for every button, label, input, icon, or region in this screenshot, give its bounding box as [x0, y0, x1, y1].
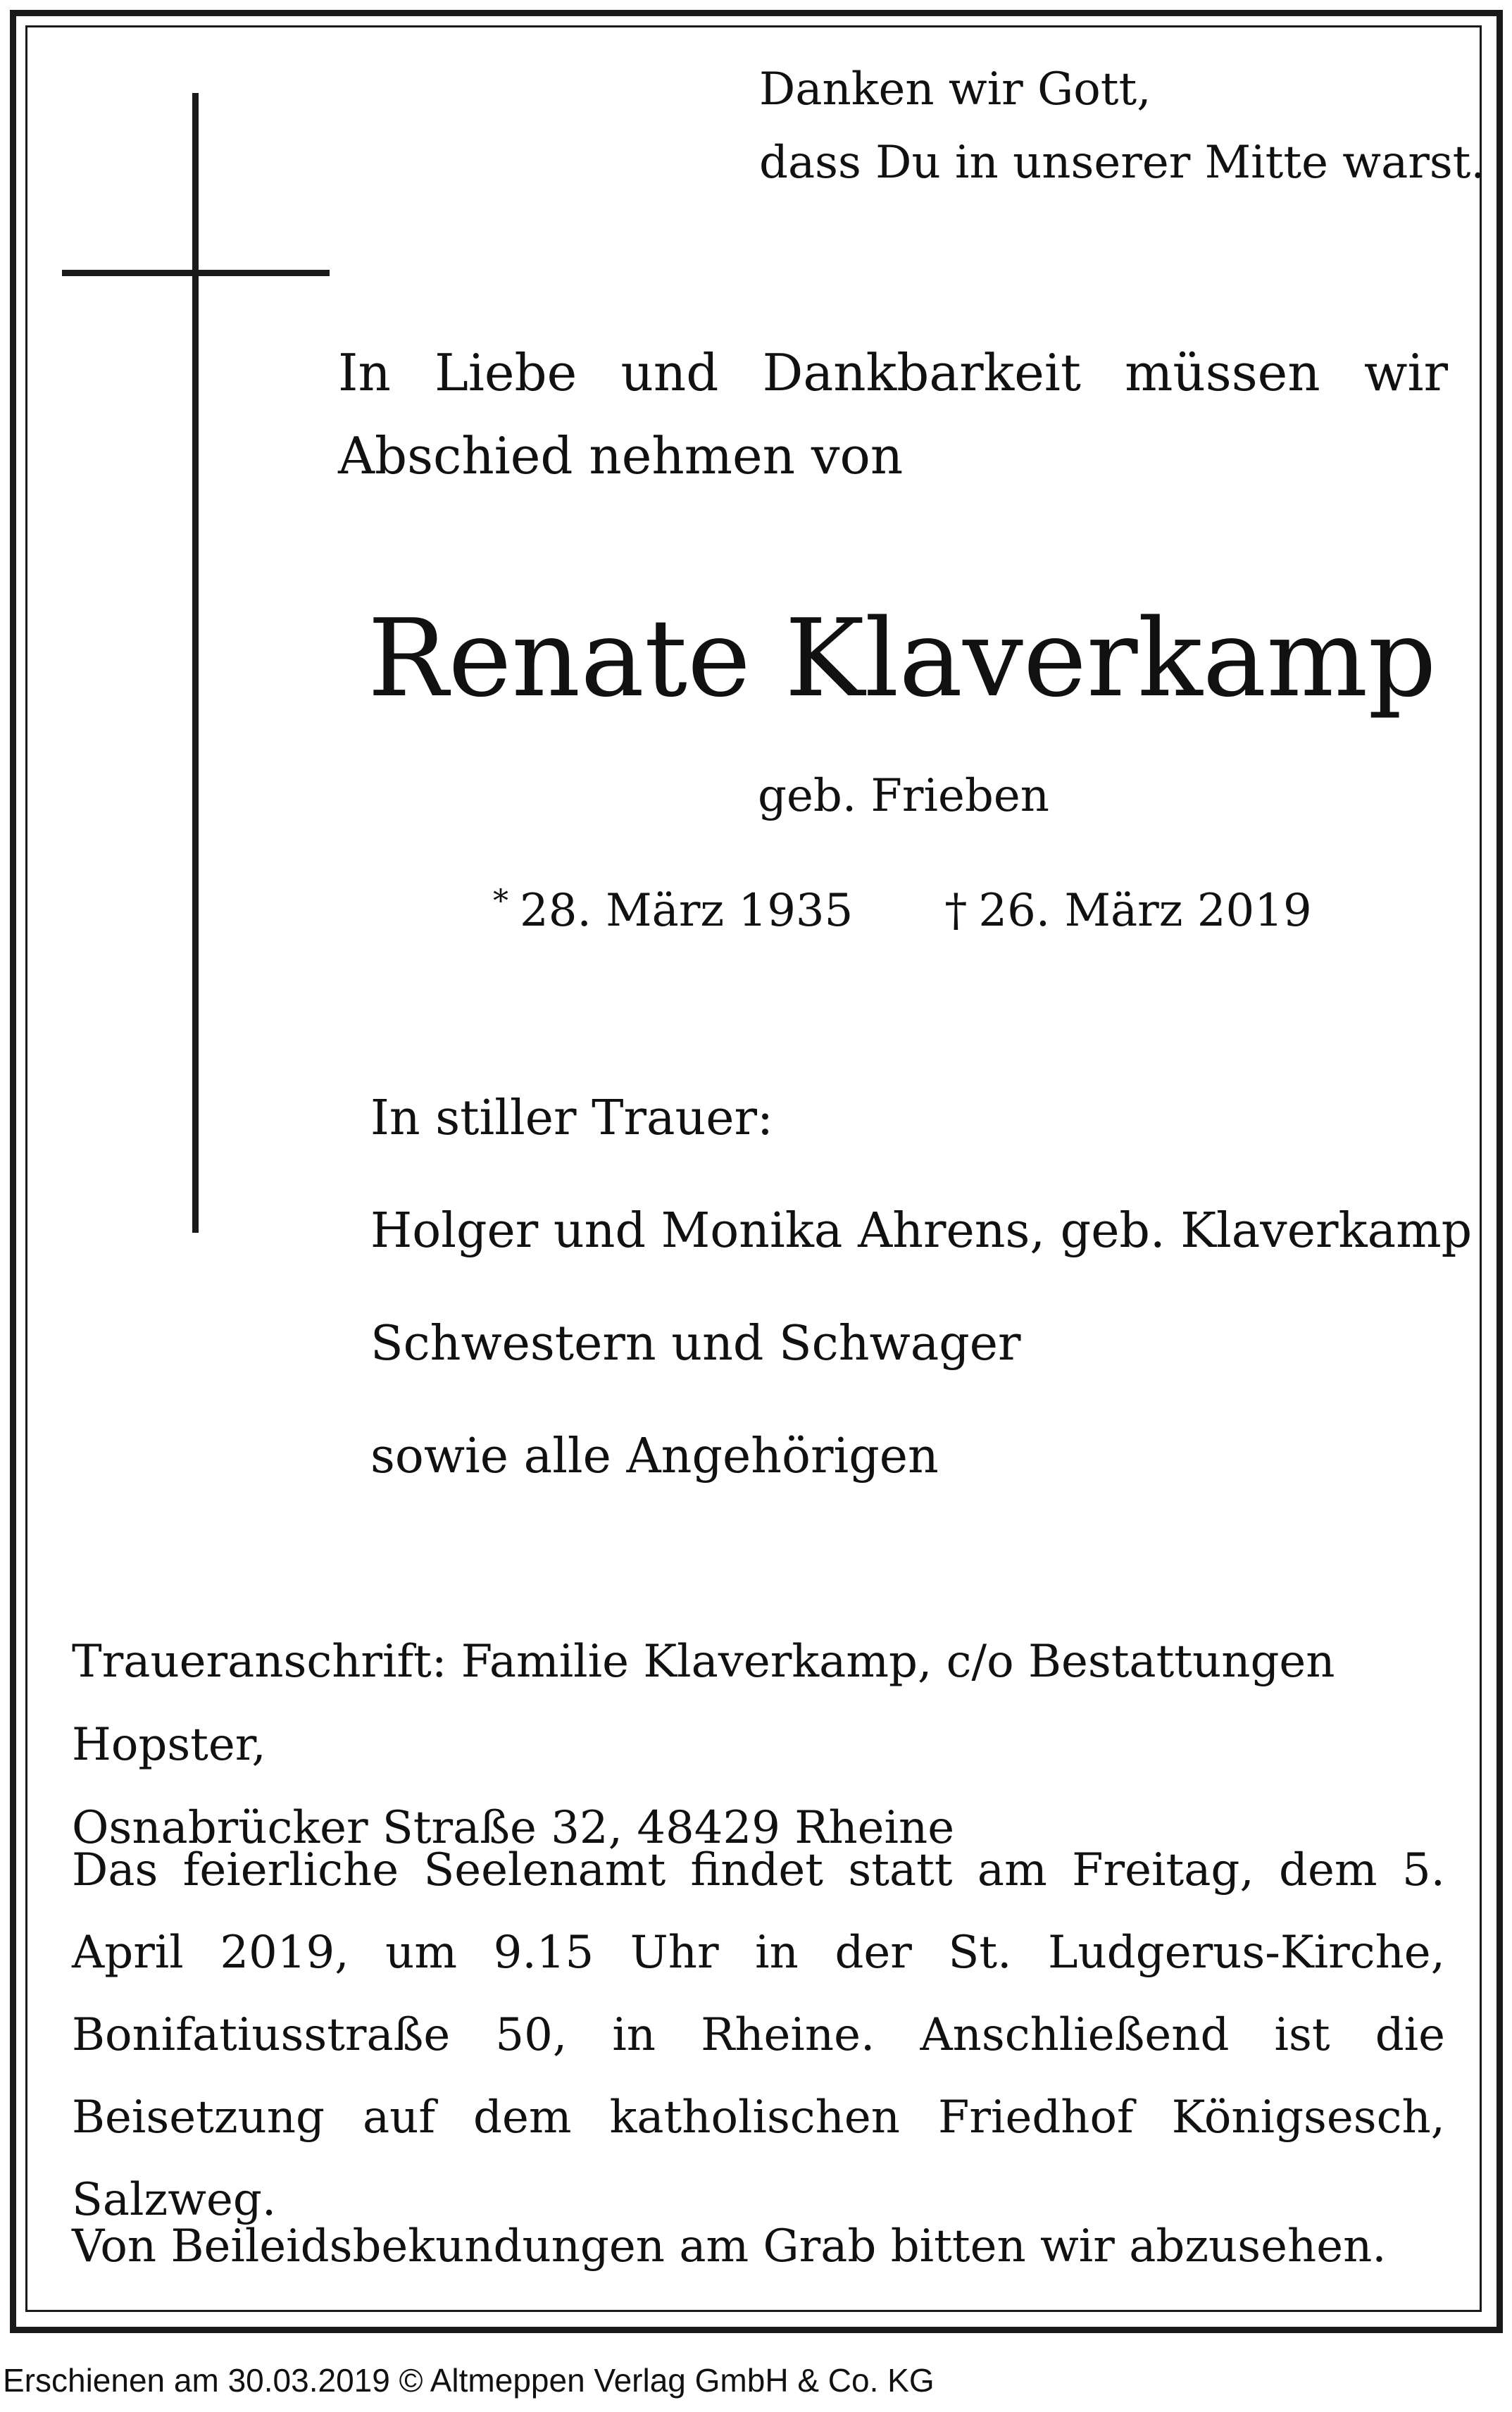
- cross-vertical-bar: [192, 93, 199, 1233]
- death-dagger-icon: †: [944, 885, 968, 937]
- death-date: 26. März 2019: [978, 885, 1312, 937]
- mourner-line: Holger und Monika Ahrens, geb. Klaverkamp: [370, 1203, 1473, 1259]
- mourners-list: [370, 1062, 1472, 1513]
- motto-line: dass Du in unserer Mitte warst.: [759, 137, 1485, 189]
- deceased-name: Renate Klaverkamp: [368, 596, 1437, 721]
- closing-note: Von Beileidsbekundungen am Grab bitten wir abzusehen.: [72, 2220, 1387, 2273]
- motto: [759, 53, 1485, 199]
- mourner-line: sowie alle Angehörigen: [370, 1429, 939, 1484]
- birth-star-icon: *: [493, 883, 508, 919]
- cross-horizontal-bar: [62, 270, 330, 276]
- intro-text: In Liebe und Dankbarkeit müssen wir Abschied nehmen von: [338, 343, 1448, 485]
- address-line: Osnabrücker Straße 32, 48429 Rheine: [72, 1802, 955, 1854]
- mourners-heading: In stiller Trauer:: [370, 1090, 773, 1146]
- mourner-line: Schwestern und Schwager: [370, 1316, 1021, 1372]
- publication-credit: Erschienen am 30.03.2019 © Altmeppen Verlag GmbH & Co. KG: [3, 2362, 935, 2399]
- maiden-name: geb. Frieben: [758, 770, 1049, 822]
- address-line: Traueranschrift: Familie Klaverkamp, c/o Bestattungen Hopster,: [72, 1636, 1335, 1771]
- service-info: Das feierliche Seelenamt findet statt am Freitag, dem 5. April 2019, um 9.15 Uhr in der St. Ludgerus-Kirche, Bonifatiusstraße 50, in Rheine. Anschließend ist die Beisetzung auf dem katholischen Friedhof Königsesch, Salzweg.: [72, 1844, 1445, 2226]
- birth-date: 28. März 1935: [520, 885, 854, 937]
- life-dates: [493, 870, 1312, 943]
- motto-line: Danken wir Gott,: [759, 63, 1151, 116]
